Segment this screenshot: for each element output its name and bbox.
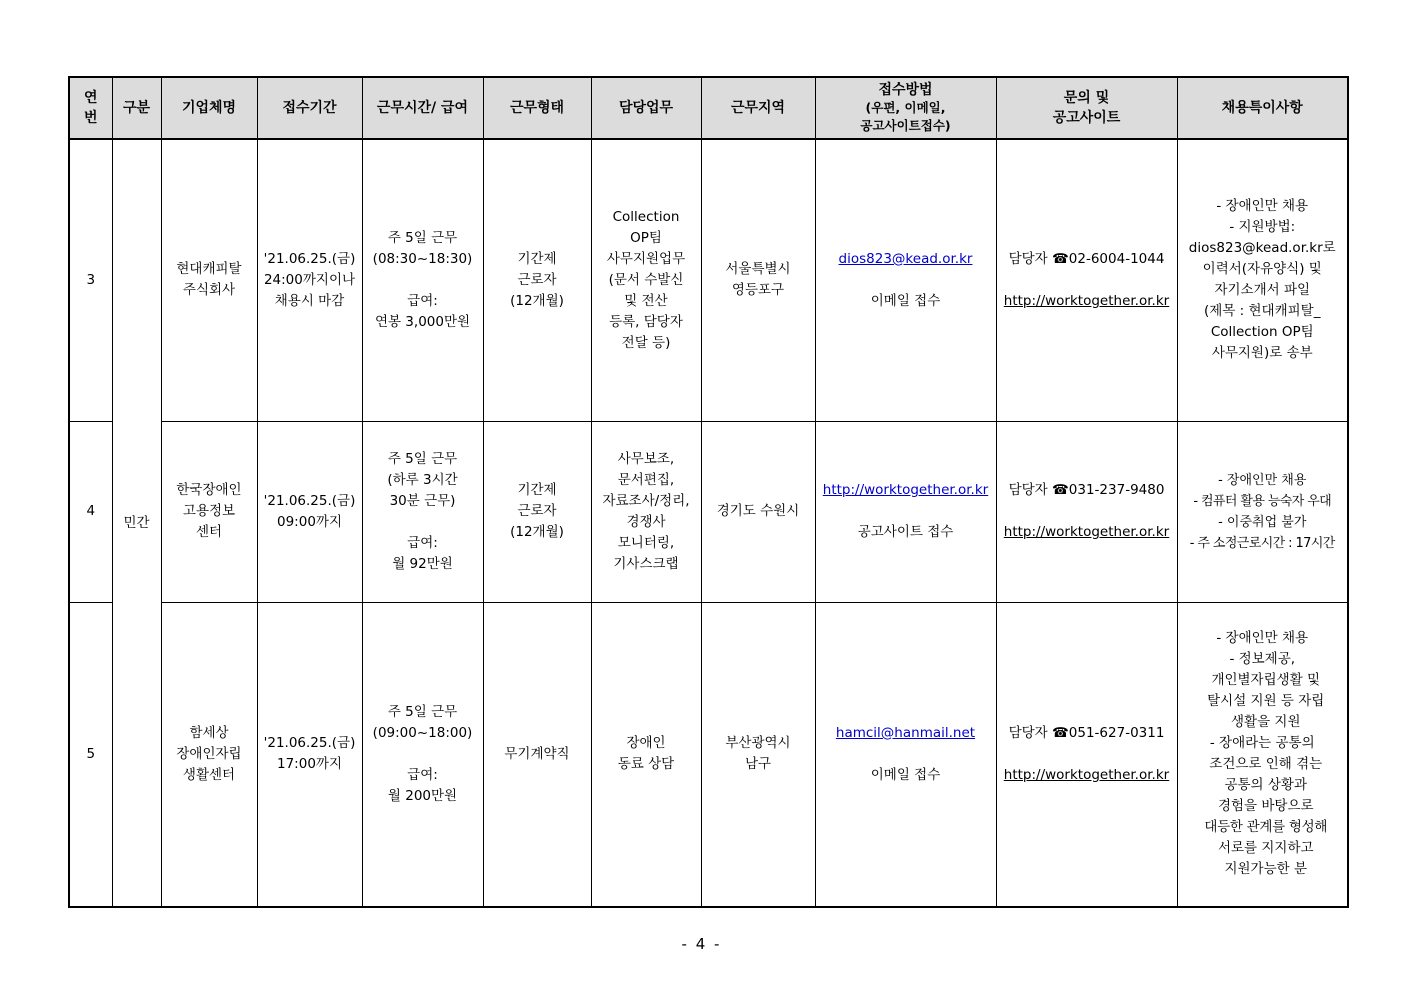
table-row — [69, 602, 1348, 907]
header-duty: 담당업무 — [591, 77, 701, 139]
method-cell — [815, 139, 996, 421]
method-cell — [815, 602, 996, 907]
site-link[interactable]: http://worktogether.or.kr — [1003, 292, 1170, 309]
contact-phone: 담당자 ☎02-6004-1044 — [1008, 250, 1165, 267]
region-cell: 부산광역시 남구 — [701, 602, 815, 907]
email-link[interactable]: dios823@kead.or.kr — [838, 250, 973, 267]
employment-cell: 기간제 근로자 (12개월) — [483, 139, 591, 421]
email-link[interactable]: hamcil@hanmail.net — [835, 724, 976, 741]
region-cell: 서울특별시 영등포구 — [701, 139, 815, 421]
company-cell: 한국장애인 고용정보 센터 — [161, 421, 257, 602]
header-category: 구분 — [112, 77, 161, 139]
site-link[interactable]: http://worktogether.or.kr — [1003, 766, 1170, 783]
contact-phone: 담당자 ☎031-237-9480 — [1008, 482, 1165, 498]
page-number: - 4 - — [681, 935, 722, 953]
period-cell: '21.06.25.(금) 24:00까지이나 채용시 마감 — [257, 139, 362, 421]
header-period: 접수기간 — [257, 77, 362, 139]
row-number: 5 — [69, 602, 112, 907]
header-region: 근무지역 — [701, 77, 815, 139]
header-company: 기업체명 — [161, 77, 257, 139]
method-cell — [815, 421, 996, 602]
notes-cell: - 장애인만 채용 - 컴퓨터 활용 능숙자 우대 - 이중취업 불가 - 주 소정근로시간 : 17시간 — [1177, 421, 1348, 602]
method-text: 공고사이트 접수 — [857, 524, 954, 540]
header-contact: 문의 및 공고사이트 — [996, 77, 1177, 139]
site-link[interactable]: http://worktogether.or.kr — [1003, 524, 1170, 540]
duty-cell: Collection OP팀 사무지원업무 (문서 수발신 및 전산 등록, 담당자 전달 등) — [591, 139, 701, 421]
method-text: 이메일 접수 — [870, 292, 941, 309]
hours-pay-cell: 주 5일 근무 (09:00~18:00) 급여: 월 200만원 — [362, 602, 483, 907]
duty-cell: 장애인 동료 상담 — [591, 602, 701, 907]
period-cell: '21.06.25.(금) 09:00까지 — [257, 421, 362, 602]
header-hours-pay: 근무시간/ 급여 — [362, 77, 483, 139]
contact-phone: 담당자 ☎051-627-0311 — [1008, 724, 1165, 741]
company-cell: 현대캐피탈 주식회사 — [161, 139, 257, 421]
row-number: 3 — [69, 139, 112, 421]
table-row — [69, 421, 1348, 602]
employment-cell: 기간제 근로자 (12개월) — [483, 421, 591, 602]
header-no: 연 번 — [69, 77, 112, 139]
hours-pay-cell: 주 5일 근무 (하루 3시간 30분 근무) 급여: 월 92만원 — [362, 421, 483, 602]
employment-cell: 무기계약직 — [483, 602, 591, 907]
table-row — [69, 139, 1348, 421]
region-cell: 경기도 수원시 — [701, 421, 815, 602]
contact-cell — [996, 421, 1177, 602]
job-listing-table — [68, 76, 1349, 908]
notes-cell: - 장애인만 채용 - 정보제공, 개인별자립생활 및 탈시설 지원 등 자립 생활을 지원 - 장애라는 공통의 조건으로 인해 겪는 공통의 상황과 경험을 바탕으로 대등한 관계를 형성해 서로를 지지하고 지원가능한 분 — [1177, 602, 1348, 907]
hours-pay-cell: 주 5일 근무 (08:30~18:30) 급여: 연봉 3,000만원 — [362, 139, 483, 421]
header-employment: 근무형태 — [483, 77, 591, 139]
header-notes: 채용특이사항 — [1177, 77, 1348, 139]
notes-cell: - 장애인만 채용 - 지원방법: dios823@kead.or.kr로 이력서(자유양식) 및 자기소개서 파일 (제목 : 현대캐피탈_ Collection OP팀 사무지원)로 송부 — [1177, 139, 1348, 421]
row-number: 4 — [69, 421, 112, 602]
header-row — [69, 77, 1348, 139]
site-link[interactable]: http://worktogether.or.kr — [822, 482, 989, 498]
period-cell: '21.06.25.(금) 17:00까지 — [257, 602, 362, 907]
header-method: 접수방법 (우편, 이메일, 공고사이트접수) — [815, 77, 996, 139]
company-cell: 함세상 장애인자립 생활센터 — [161, 602, 257, 907]
category-cell: 민간 — [112, 139, 161, 907]
method-text: 이메일 접수 — [870, 766, 941, 783]
duty-cell: 사무보조, 문서편집, 자료조사/정리, 경쟁사 모니터링, 기사스크랩 — [591, 421, 701, 602]
contact-cell — [996, 139, 1177, 421]
contact-cell — [996, 602, 1177, 907]
